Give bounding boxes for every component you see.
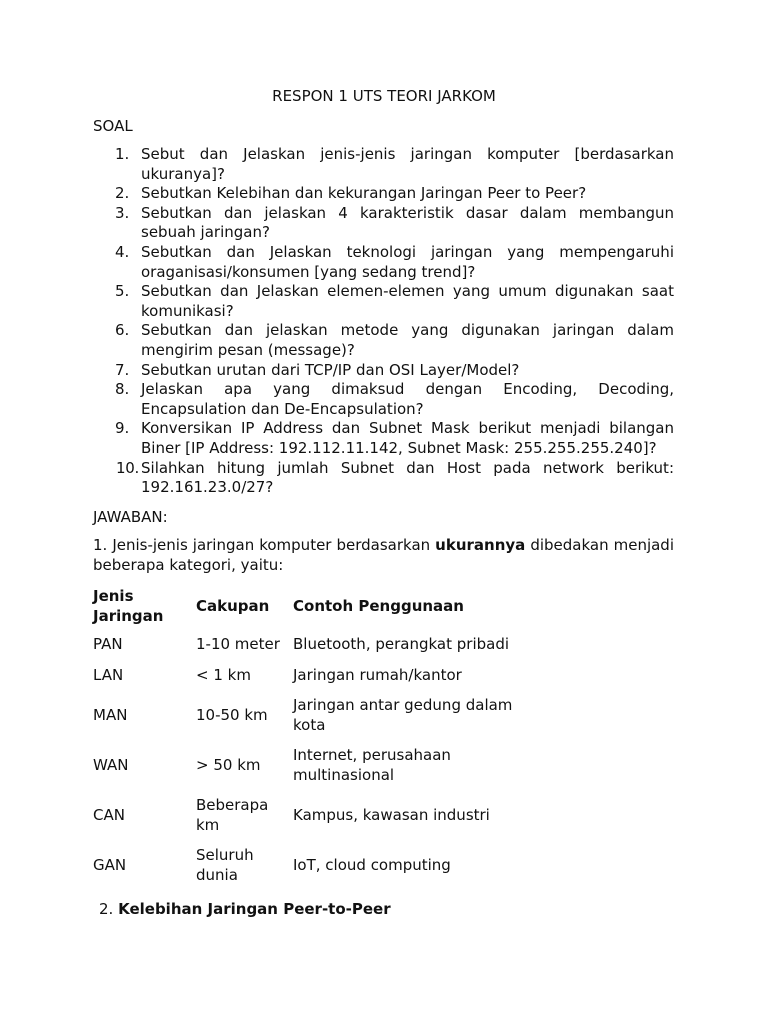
question-number: 6. [115,321,130,340]
table-cell: GAN [93,856,127,874]
question-number: 10. [116,458,139,477]
table-row [93,840,530,890]
table-cell: Internet, perusahaan multinasional [293,746,451,784]
question-number: 5. [115,282,130,301]
soal-label: SOAL [93,117,133,135]
question-number: 4. [115,242,130,261]
table-cell: WAN [93,756,129,774]
document-title: RESPON 1 UTS TEORI JARKOM [272,87,496,105]
table-cell: < 1 km [196,665,251,684]
network-types-table [93,584,530,890]
question-number: 8. [115,380,130,399]
table-cell: > 50 km [196,756,261,774]
table-cell: PAN [93,634,123,653]
table-row [93,790,530,840]
question-item [93,145,674,184]
question-text: Silahkan hitung jumlah Subnet dan Host pada network berikut: 192.161.23.0/27? [141,458,674,497]
header-contoh-penggunaan: Contoh Penggunaan [293,597,464,615]
section-2-title: Kelebihan Jaringan Peer-to-Peer [118,900,391,918]
table-cell: Jaringan rumah/kantor [293,665,462,684]
question-number: 9. [115,419,130,438]
question-number: 7. [115,360,130,379]
table-row [93,659,530,690]
table-row [93,690,530,740]
question-text: Sebutkan dan jelaskan 4 karakteristik dasar dalam membangun sebuah jaringan? [141,203,674,242]
question-text: Sebut dan Jelaskan jenis-jenis jaringan komputer [berdasarkan ukuranya]? [141,145,674,183]
question-text: Jelaskan apa yang dimaksud dengan Encoding, Decoding, Encapsulation dan De-Encapsulation? [141,380,674,418]
table-cell: LAN [93,665,124,684]
question-list [93,145,674,498]
question-item [93,243,674,282]
section-2-heading [99,899,391,919]
answer-1-suffix: dibedakan menjadi beberapa kategori, yaitu: [93,536,674,574]
table-cell: Kampus, kawasan industri [293,806,490,824]
question-text: Sebutkan dan Jelaskan elemen-elemen yang umum digunakan saat komunikasi? [141,282,674,320]
table-cell: IoT, cloud computing [293,856,451,874]
jawaban-label: JAWABAN: [93,508,168,526]
question-item [93,184,674,204]
question-item [93,459,674,498]
table-cell: 1-10 meter [196,634,280,653]
question-text: Sebutkan urutan dari TCP/IP dan OSI Layer/Model? [141,360,520,379]
question-number: 1. [115,145,130,163]
question-item [93,282,674,321]
question-text: Sebutkan Kelebihan dan kekurangan Jaringan Peer to Peer? [141,184,587,203]
question-item [93,419,674,458]
table-cell: Beberapa km [196,796,269,834]
question-item [93,380,674,419]
question-item [93,361,674,381]
table-header-row [93,584,530,628]
table-cell: Jaringan antar gedung dalam kota [293,696,513,734]
question-number: 2. [115,184,130,203]
question-text: Konversikan IP Address dan Subnet Mask berikut menjadi bilangan Biner [IP Address: 192.112.11.142, Subnet Mask: 255.255.255.240]? [141,419,674,457]
answer-1-prefix: 1. Jenis-jenis jaringan komputer berdasarkan [93,536,436,554]
question-number: 3. [115,203,130,222]
answer-1-bold: ukurannya [435,536,526,554]
table-cell: 10-50 km [196,706,268,724]
question-item [93,321,674,360]
question-text: Sebutkan dan jelaskan metode yang digunakan jaringan dalam mengirim pesan (message)? [141,321,674,359]
header-cakupan: Cakupan [196,597,270,615]
header-jenis-jaringan: Jenis Jaringan [93,587,164,625]
table-row [93,628,530,659]
answer-1-intro [93,536,674,575]
question-item [93,204,674,243]
table-cell: CAN [93,806,125,824]
table-row [93,740,530,790]
section-2-number: 2. [99,900,114,918]
table-cell: Bluetooth, perangkat pribadi [293,634,510,653]
table-cell: Seluruh dunia [196,846,254,884]
table-cell: MAN [93,706,128,724]
question-text: Sebutkan dan Jelaskan teknologi jaringan yang mempengaruhi oraganisasi/konsumen [yang sedang trend]? [141,242,674,281]
